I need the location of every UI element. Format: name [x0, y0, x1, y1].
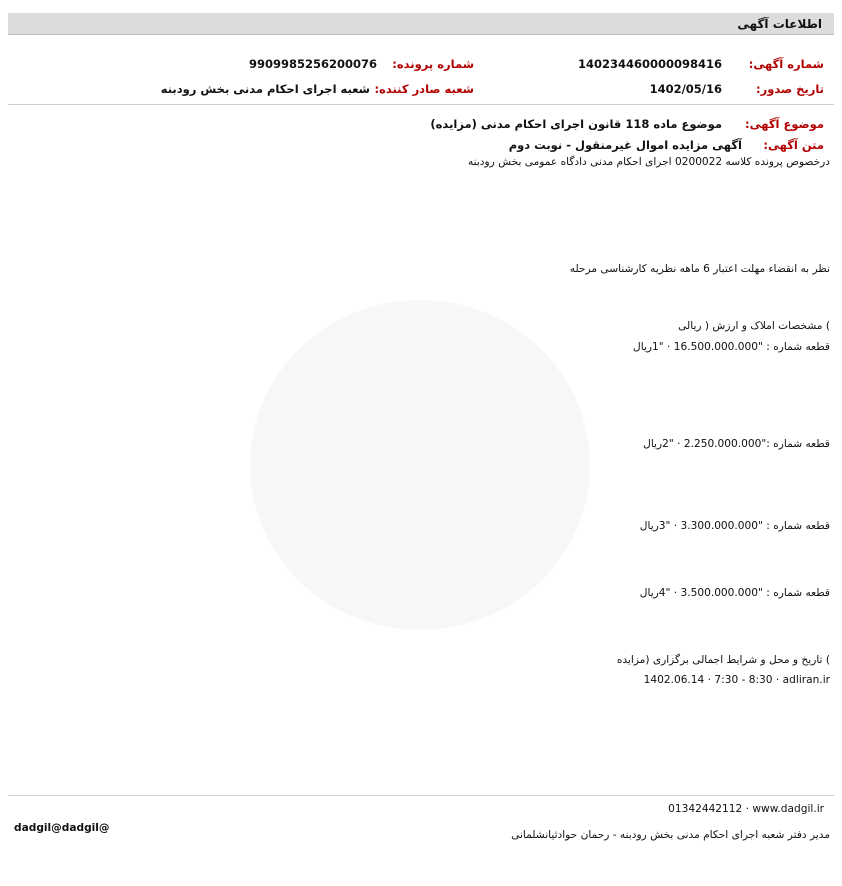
- footer-contact: 01342442112 · www.dadgil.ir: [668, 803, 824, 815]
- auction-date: 1402.06.14: [643, 674, 705, 686]
- case-number-value: 9909985256200076: [248, 57, 377, 71]
- notice-body: [15, 155, 830, 849]
- expert-paragraph-text: نظر به انقضاء مهلت اعتبار 6 ماهه نظریه کارشناسی مرحله: [569, 263, 830, 275]
- issue-date-value: 1402/05/16: [649, 82, 722, 96]
- lot-1-price: 16.500.000.000: [673, 340, 759, 353]
- text-title: آگهی مزایده اموال غیرمنقول - نوبت دوم: [508, 138, 742, 152]
- auction-time-to: 8:30: [748, 674, 773, 686]
- lot-4-price: 3.500.000.000: [680, 586, 759, 599]
- lot-1: قطعه شماره : "1" · 16.500.000.000ریال: [633, 340, 830, 353]
- expert-paragraph: [15, 262, 830, 314]
- lot-2-number: 2: [662, 437, 669, 450]
- issue-date-label: تاریخ صدور:: [756, 82, 824, 96]
- signature-line: مدیر دفتر شعبه اجرای احکام مدنی بخش رودبنه - رحمان حوادثیانشلمانی: [511, 829, 830, 841]
- text-label: متن آگهی:: [763, 138, 824, 152]
- lot-2-price: 2.250.000.000: [683, 437, 762, 450]
- lot-3: قطعه شماره : "3" · 3.300.000.000ریال: [639, 519, 830, 532]
- lot-3-number: 3: [658, 519, 666, 532]
- auction-conditions: 1402.06.14 · 7:30 - 8:30 · adliran.ir: [643, 674, 830, 686]
- section-a-heading: ) مشخصات املاک و ارزش ( ریالی: [678, 320, 830, 332]
- notice-number-value: 140234460000098416: [577, 57, 722, 71]
- lot-1-number: 1: [652, 340, 659, 353]
- header-title: اطلاعات آگهی: [8, 13, 834, 35]
- intro-paragraph-text: درخصوص پرونده کلاسه 0200022 اجرای احکام مدنی دادگاه عمومی بخش رودبنه: [467, 156, 830, 168]
- footer-divider: [8, 795, 834, 796]
- adliran-site: adliran.ir: [782, 674, 830, 686]
- lot-4: قطعه شماره : "4" · 3.500.000.000ریال: [639, 586, 830, 599]
- notice-number-label: شماره آگهی:: [748, 57, 824, 71]
- issuing-branch-value: شعبه اجرای احکام مدنی بخش رودبنه: [160, 82, 370, 96]
- case-number-label: شماره پرونده:: [392, 57, 474, 71]
- lot-4-number: 4: [658, 586, 666, 599]
- auction-time-from: 7:30: [714, 674, 739, 686]
- issuing-branch-label: شعبه صادر کننده:: [374, 82, 474, 96]
- footer-email[interactable]: dadgil@dadgil@: [14, 822, 110, 834]
- intro-paragraph: [15, 155, 830, 257]
- footer-website[interactable]: www.dadgil.ir: [752, 803, 824, 815]
- footer-phones: 01342442112: [668, 803, 743, 815]
- subject-label: موضوع آگهی:: [745, 117, 824, 131]
- section-b-heading: ) تاریخ و محل و شرایط اجمالی برگزاری (مزایده: [616, 653, 830, 666]
- subject-value: موضوع ماده 118 قانون اجرای احکام مدنی (مزایده): [430, 117, 722, 131]
- lot-2: قطعه شماره :"2" · 2.250.000.000ریال: [643, 437, 830, 450]
- divider: [8, 104, 834, 105]
- lot-3-price: 3.300.000.000: [680, 519, 759, 532]
